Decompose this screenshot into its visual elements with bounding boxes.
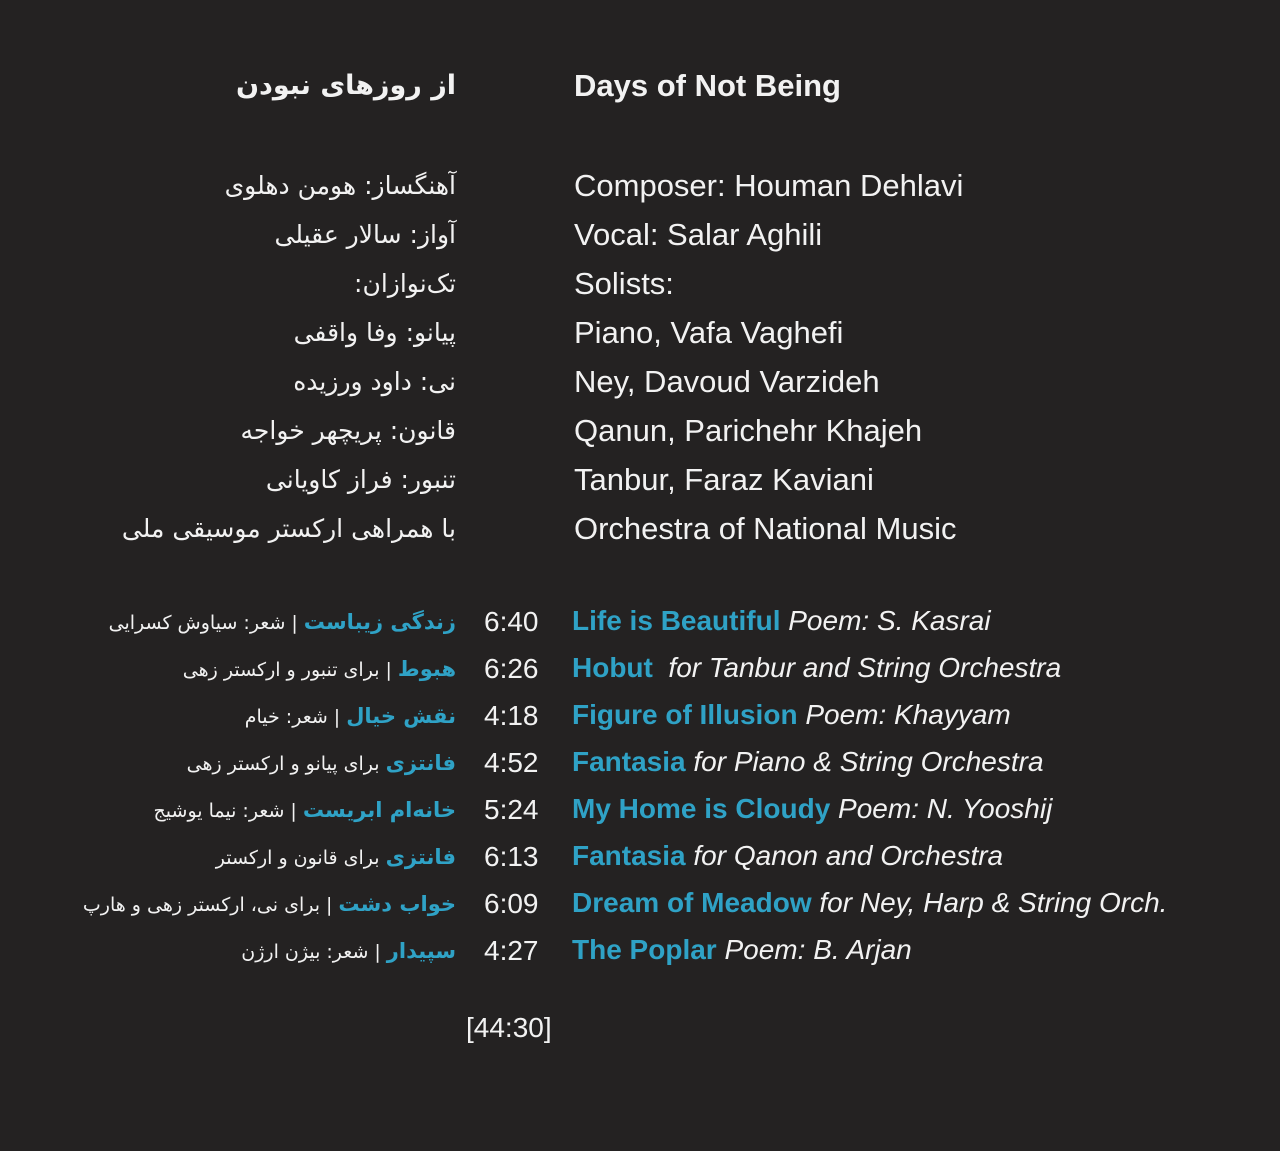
track-duration: 6:26 (484, 653, 539, 684)
track-fa-name: نقش خیال (346, 704, 456, 728)
track-en-name: My Home is Cloudy (572, 793, 831, 824)
separator: | (290, 800, 297, 822)
separator: | (374, 941, 381, 963)
credit-fa-vocal: آواز: سالار عقیلی (274, 220, 456, 249)
track-en-name: Fantasia (572, 746, 686, 777)
track-en-name: Life is Beautiful (572, 605, 781, 636)
track-fa (83, 892, 456, 916)
track-fa-name: سپیدار (386, 939, 456, 963)
credit-fa-tanbur: تنبور: فراز کاویانی (265, 465, 456, 494)
track-fa (109, 610, 456, 634)
track-fa-desc: برای قانون و ارکستر (215, 847, 380, 869)
track-fa-name: خواب دشت (338, 892, 456, 916)
track-en-desc: Poem: S. Kasrai (788, 605, 991, 636)
track-en-desc: Poem: N. Yooshij (838, 793, 1053, 824)
track-en-desc: for Ney, Harp & String Orch. (819, 887, 1168, 918)
credit-en-qanun: Qanun, Parichehr Khajeh (574, 413, 923, 448)
track-en (572, 652, 1061, 684)
track-en (572, 605, 991, 637)
track-fa-name: زندگی زیباست (303, 610, 456, 634)
track-fa-desc: شعر: سیاوش کسرایی (108, 612, 286, 634)
track-en (572, 934, 912, 966)
track-fa-desc: شعر: بیژن ارژن (241, 941, 369, 963)
track-row (0, 933, 1280, 980)
track-fa-name: فانتزی (385, 845, 456, 869)
track-row (0, 651, 1280, 698)
track-fa (183, 657, 456, 681)
track-fa-name: خانه‌ام ابریست (302, 798, 456, 822)
track-en (572, 746, 1044, 778)
album-title-fa: از روزهای نبودن (235, 70, 456, 101)
track-duration: 5:24 (484, 794, 539, 825)
track-fa (216, 845, 456, 869)
credit-fa-composer: آهنگساز: هومن دهلوی (224, 171, 456, 200)
credits-fa (122, 161, 456, 553)
track-en (572, 887, 1167, 919)
track-fa (154, 798, 456, 822)
credit-en-soloists: Solists: (574, 266, 674, 301)
separator: | (291, 612, 298, 634)
credit-fa-soloists: تک‌نوازان: (354, 269, 456, 298)
credit-en-piano: Piano, Vafa Vaghefi (574, 315, 844, 350)
track-en-desc: Poem: B. Arjan (724, 934, 912, 965)
credit-fa-orchestra: با همراهی ارکستر موسیقی ملی (121, 514, 456, 543)
track-fa-name: هبوط (397, 657, 456, 681)
track-duration: 6:09 (484, 888, 539, 919)
track-fa (241, 939, 456, 963)
separator: | (326, 894, 333, 916)
track-duration: 4:27 (484, 935, 539, 966)
track-en (572, 793, 1052, 825)
credit-en-orchestra: Orchestra of National Music (574, 511, 957, 546)
credit-en-composer: Composer: Houman Dehlavi (574, 168, 964, 203)
track-en-desc: Poem: Khayyam (805, 699, 1011, 730)
credit-en-tanbur: Tanbur, Faraz Kaviani (574, 462, 874, 497)
track-row (0, 604, 1280, 651)
track-row (0, 698, 1280, 745)
track-en (572, 840, 1003, 872)
track-duration: 4:52 (484, 747, 539, 778)
credit-en-vocal: Vocal: Salar Aghili (574, 217, 823, 252)
track-fa (187, 751, 456, 775)
track-en-name: Figure of Illusion (572, 699, 798, 730)
track-fa (245, 704, 456, 728)
track-en (572, 699, 1011, 731)
track-row (0, 839, 1280, 886)
track-en-desc: for Piano & String Orchestra (693, 746, 1044, 777)
track-row (0, 745, 1280, 792)
track-fa-desc: برای تنبور و ارکستر زهی (182, 659, 380, 681)
credit-fa-ney: نی: داود ورزیده (293, 367, 456, 396)
track-fa-desc: شعر: خیام (244, 706, 328, 728)
credit-en-ney: Ney, Davoud Varzideh (574, 364, 880, 399)
credit-fa-piano: پیانو: وفا واقفی (293, 318, 456, 347)
track-en-name: Fantasia (572, 840, 686, 871)
track-en-name: Hobut (572, 652, 653, 683)
track-fa-name: فانتزی (385, 751, 456, 775)
track-row (0, 886, 1280, 933)
separator: | (333, 706, 341, 728)
total-duration: [44:30] (466, 1012, 552, 1043)
track-row (0, 792, 1280, 839)
track-fa-desc: برای نی، ارکستر زهی و هارپ (82, 894, 321, 916)
credits-en (574, 161, 963, 553)
track-en-desc: for Qanon and Orchestra (693, 840, 1004, 871)
track-fa-desc: شعر: نیما یوشیج (153, 800, 285, 822)
track-en-name: Dream of Meadow (572, 887, 812, 918)
track-fa-desc: برای پیانو و ارکستر زهی (186, 753, 380, 775)
album-title-en: Days of Not Being (574, 68, 841, 103)
track-duration: 6:40 (484, 606, 539, 637)
credit-fa-qanun: قانون: پریچهر خواجه (240, 416, 456, 445)
separator: | (385, 659, 392, 681)
track-en-name: The Poplar (572, 934, 717, 965)
track-en-desc: for Tanbur and String Orchestra (668, 652, 1062, 683)
track-duration: 4:18 (484, 700, 539, 731)
track-duration: 6:13 (484, 841, 539, 872)
